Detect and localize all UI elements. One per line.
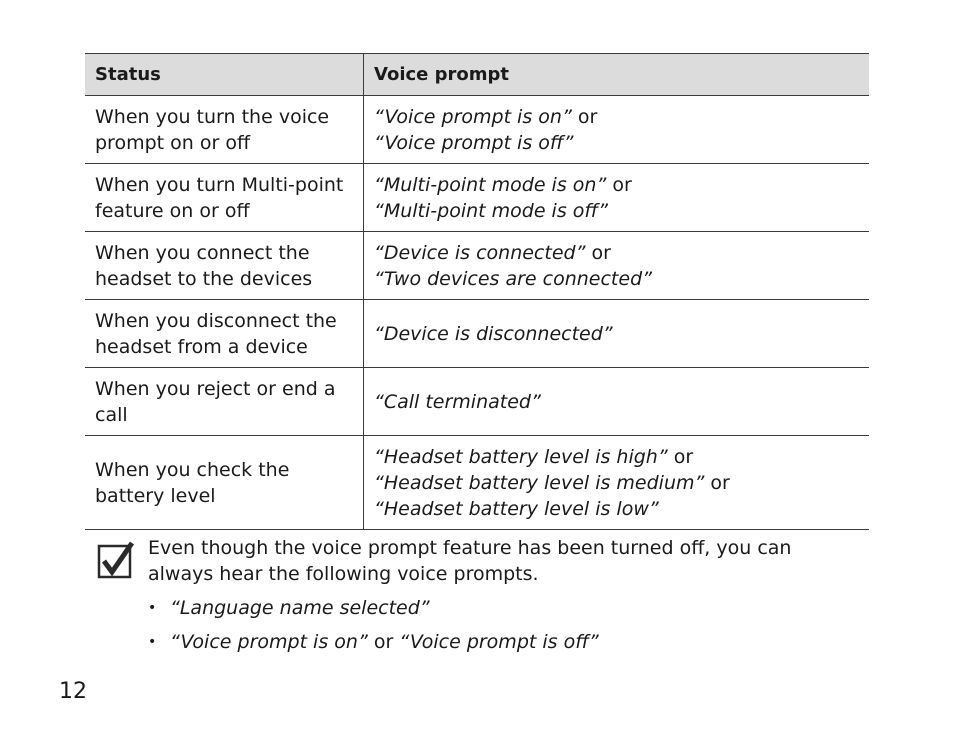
voice-prompt-cell <box>364 232 870 300</box>
list-item <box>148 629 848 663</box>
checkbox-note-icon <box>97 541 135 579</box>
table-row <box>85 300 869 368</box>
table-row <box>85 96 869 164</box>
prompt-text: “Two devices are connected” <box>374 267 652 290</box>
page-number: 12 <box>59 679 87 704</box>
status-cell: When you reject or end a call <box>85 368 364 436</box>
bullet-connector: or <box>367 631 400 653</box>
prompt-text: “Multi-point mode is on” <box>374 173 607 196</box>
status-cell: When you turn the voice prompt on or off <box>85 96 364 164</box>
table-header-row <box>85 54 869 96</box>
bullet-prompt: “Voice prompt is on” <box>170 631 368 653</box>
status-column-header: Status <box>85 54 364 96</box>
voice-prompt-cell <box>364 368 870 436</box>
prompt-text: “Device is disconnected” <box>374 322 613 345</box>
bullet-prompt: “Language name selected” <box>170 597 430 619</box>
prompt-text: “Headset battery level is high” <box>374 445 668 468</box>
bullet-glyph: • <box>148 600 157 616</box>
prompt-text: “Voice prompt is on” <box>374 105 572 128</box>
status-cell: When you check the battery level <box>85 436 364 530</box>
status-cell: When you disconnect the headset from a device <box>85 300 364 368</box>
voice-prompt-cell <box>364 164 870 232</box>
prompt-connector: or <box>704 471 730 494</box>
prompt-text: “Headset battery level is low” <box>374 497 659 520</box>
prompt-connector: or <box>606 173 632 196</box>
list-item <box>148 595 848 629</box>
note-bullet-list <box>148 595 848 663</box>
status-cell: When you turn Multi-point feature on or off <box>85 164 364 232</box>
table-row <box>85 232 869 300</box>
prompt-text: “Voice prompt is off” <box>374 131 574 154</box>
prompt-connector: or <box>585 241 611 264</box>
prompt-text: “Call terminated” <box>374 390 541 413</box>
prompt-connector: or <box>571 105 598 128</box>
status-cell: When you connect the headset to the devices <box>85 232 364 300</box>
voice-prompt-cell <box>364 300 870 368</box>
table-row <box>85 436 869 530</box>
bullet-prompt: “Voice prompt is off” <box>399 631 599 653</box>
bullet-glyph: • <box>148 634 157 650</box>
note-text: Even though the voice prompt feature has been turned off, you can always hear the following voice prompts. <box>148 537 792 585</box>
voice-prompt-cell <box>364 96 870 164</box>
voice-prompt-table <box>85 53 869 530</box>
table-row <box>85 368 869 436</box>
voice-prompt-cell <box>364 436 870 530</box>
prompt-text: “Device is connected” <box>374 241 586 264</box>
prompt-connector: or <box>667 445 694 468</box>
voice-prompt-column-header: Voice prompt <box>364 54 870 96</box>
table-row <box>85 164 869 232</box>
prompt-text: “Multi-point mode is off” <box>374 199 608 222</box>
prompt-text: “Headset battery level is medium” <box>374 471 705 494</box>
